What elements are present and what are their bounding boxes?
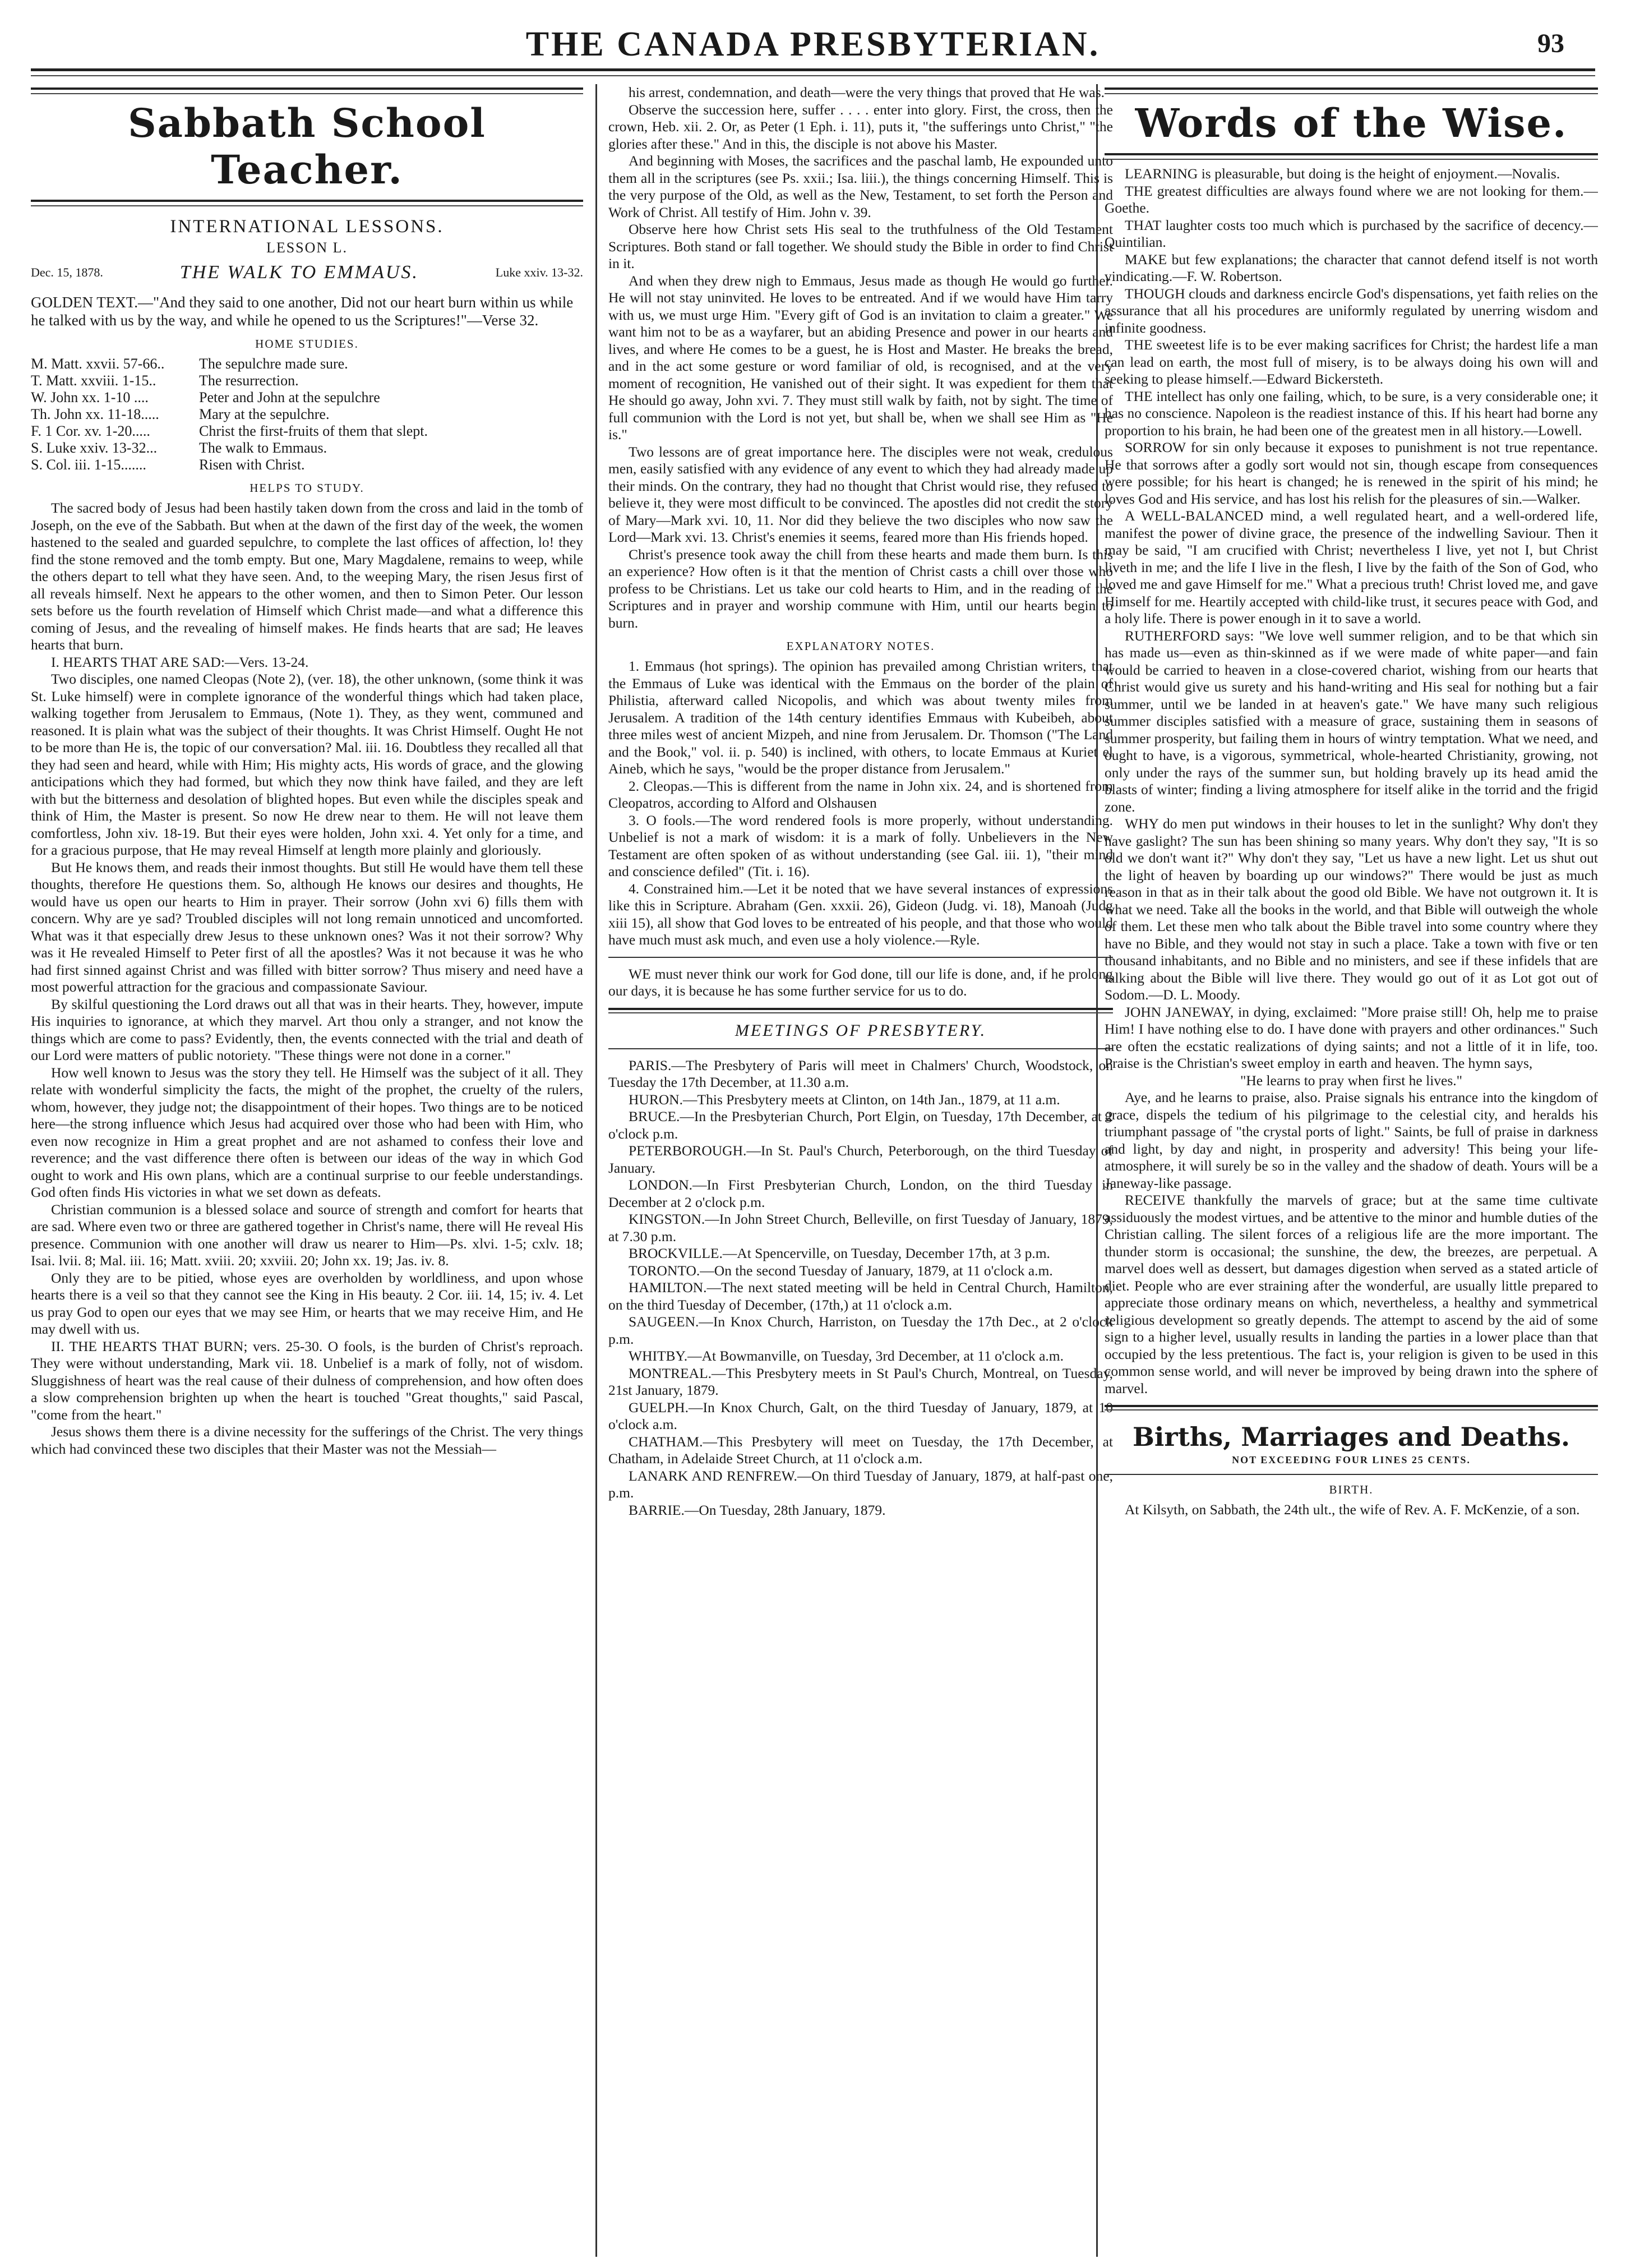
saying-paragraph: RECEIVE thankfully the marvels of grace; but at the same time cultivate assiduously the modest virtues, and be attentive to the minor and humble duties of the Christian calling. The silent forces of a religious life are the more important. The thunder storm is occasional; the sunshine, the dew, the breezes, are perpetual. A marvel does well as dessert, but damages digestion when served as a stated article of diet. People who are ever straining after the wonderful, are usually little prepared to appreciate those ordinary means on which, nevertheless, a healthy and symmetrical religious development so greatly depends. The attempt to ascend by the aid of some sign to a higher level, usually results in landing the parties in a lower place than that occupied by the less pretentious. The fact is, your religion is given to be used in this common sense world, and will never be improved by being drawn into the sphere of marvel.: [1105, 1192, 1598, 1396]
paragraph: The sacred body of Jesus had been hastily taken down from the cross and laid in the tomb of Joseph, on the eve of the Sabbath. But when at the dawn of the first day of the week, the women hastened to the sealed and guarded sepulchre, to complete the last offices of affection, lo! they find the stone removed and the tomb empty. But one, Mary Magdalene, remains to weep, while the others depart to tell what they have seen. And, to the weeping Mary, the risen Jesus first of all reveals himself. Next he appears to the other women, and then to Simon Peter. Our lesson sets before us the fourth revelation of Himself which Christ made—and what a difference this coming of Jesus, and the revealing of himself makes. He finds hearts that are sad; He leaves hearts that burn.: [31, 500, 583, 653]
lesson-body: [31, 500, 583, 1458]
meeting-notice: KINGSTON.—In John Street Church, Belleville, on first Tuesday of January, 1879, at 7.30 p.m.: [608, 1211, 1113, 1244]
lesson-number: LESSON L.: [266, 239, 348, 256]
divider: [608, 957, 1113, 958]
section-rule: [1105, 87, 1598, 94]
study-reference: T. Matt. xxviii. 1-15..: [31, 372, 156, 389]
saying-paragraph: THAT laughter costs too much which is purchased by the sacrifice of decency.—Quintilian.: [1105, 216, 1598, 250]
helps-heading: HELPS TO STUDY.: [250, 481, 364, 495]
meeting-notice: BARRIE.—On Tuesday, 28th January, 1879.: [629, 1501, 886, 1518]
meeting-notice: MONTREAL.—This Presbytery meets in St Paul's Church, Montreal, on Tuesday, 21st January, 1879.: [608, 1365, 1113, 1398]
divider: [1105, 1474, 1598, 1475]
saying-paragraph: Aye, and he learns to praise, also. Praise signals his entrance into the kingdom of grace, dispels the tedium of his pilgrimage to the celestial city, and heralds his triumphant passage of "the crystal ports of light." Saints, be full of praise in darkness and light, by day and night, in prosperity and adversity! This being your life-atmosphere, it will surely be so in the valley and the shadow of death. Yours will be a Janeway-like passage.: [1105, 1089, 1598, 1191]
section-title-words-of-wise: Words of the Wise.: [1135, 100, 1568, 146]
page-number: 93: [1537, 29, 1564, 58]
study-row: [31, 372, 583, 389]
meeting-notice: BRUCE.—In the Presbyterian Church, Port Elgin, on Tuesday, 17th December, at 2 o'clock p.m.: [608, 1108, 1113, 1142]
home-studies-list: [31, 356, 583, 473]
study-description: The resurrection.: [199, 372, 299, 389]
study-description: Peter and John at the sepulchre: [199, 389, 380, 405]
explanatory-note: 4. Constrained him.—Let it be noted that we have several instances of expressions like this in Scripture. Abraham (Gen. xxxii. 26), Gideon (Judg. vi. 18), Manoah (Judg xiii 15), all show that God loves to be entreated of his people, and that those who would have much must ask much, and even use a holy violence.—Ryle.: [608, 880, 1113, 948]
paragraph: I. HEARTS THAT ARE SAD:—Vers. 13-24.: [51, 653, 309, 670]
study-description: Christ the first-fruits of them that slept.: [199, 423, 428, 439]
meeting-notice: TORONTO.—On the second Tuesday of January, 1879, at 11 o'clock a.m.: [629, 1262, 1053, 1279]
section-rule: [31, 87, 583, 94]
words-of-wise-body-continued: [1105, 1089, 1598, 1397]
paragraph: II. THE HEARTS THAT BURN; vers. 25-30. O fools, is the burden of Christ's reproach. They were without understanding, Mark vii. 18. Unbelief is a mark of folly, not of wisdom. Sluggishness of heart was the real cause of their dulness of comprehension, and how often does a slow comprehension brighten up when the heart is touched "Great thoughts," said Pascal, "come from the heart.": [31, 1338, 583, 1423]
study-reference: M. Matt. xxvii. 57-66..: [31, 356, 165, 372]
paragraph: By skilful questioning the Lord draws out all that was in their hearts. They, however, impute His inquiries to ignorance, at which they marvel. Art thou only a stranger, and not know the things which are come to pass? Evidently, then, the events connected with the trial and death of our Lord were matters of public notoriety. "These things were not done in a corner.": [31, 995, 583, 1063]
study-row: [31, 356, 583, 372]
study-reference: S. Col. iii. 1-15.......: [31, 457, 146, 473]
section-title-sabbath-school: Sabbath School Teacher.: [128, 100, 486, 193]
study-reference: F. 1 Cor. xv. 1-20.....: [31, 423, 150, 439]
saying-paragraph: RUTHERFORD says: "We love well summer religion, and to be that which sin has made us—even as thin-skinned as if we were made of white paper—and fain would be carried to heaven in a close-covered chariot, wishing from our hearts that Christ would give us surety and his hand-writing and His seal for nothing but a fair summer, until we be landed in at heaven's gate." We have many such religious summer disciples satisfied with a measure of grace, sustaining them in seasons of summer prosperity, but failing them in hours of wintry temptation. What we need, and ought to have, is a vigorous, symmetrical, whole-hearted Christianity, growing, not only under the rays of the summer sun, but holding bravely up its head amid the blasts of winter; finding a living atmosphere for itself alike in the torrid and the frigid zone.: [1105, 627, 1598, 815]
paragraph: Christian communion is a blessed solace and source of strength and comfort for hearts that are sad. Where even two or three are gathered together in Christ's name, there will He reveal His presence. Communion with one another will draw us nearer to Him—Ps. xlvi. 1-5; cxlv. 18; Isai. lvii. 8; Mal. iii. 16; Matt. xviii. 20; xxviii. 20; John xx. 19; Jas. iv. 8.: [31, 1201, 583, 1269]
lesson-title-row: [31, 262, 583, 283]
masthead: [0, 22, 1626, 67]
column-sabbath-school: [31, 84, 583, 2257]
closing-note: WE must never think our work for God done, till our life is done, and, if he prolong our days, it is because he has some further service for us to do.: [608, 965, 1113, 999]
saying-paragraph: LEARNING is pleasurable, but doing is the height of enjoyment.—Novalis.: [1125, 165, 1560, 182]
explanatory-note: 2. Cleopas.—This is different from the name in John xix. 24, and is shortened from Cleopatros, according to Alford and Olshausen: [608, 777, 1113, 811]
explanatory-note: 3. O fools.—The word rendered fools is more properly, without understanding. Unbelief is not a mark of wisdom: it is a mark of folly. Unbelievers in the New Testament are often spoken of as without understanding (see Gal. iii. 1), "their mind and conscience defiled" (Tit. i. 16).: [608, 812, 1113, 879]
bmd-rate: NOT EXCEEDING FOUR LINES 25 CENTS.: [1232, 1454, 1471, 1465]
meetings-heading: MEETINGS OF PRESBYTERY.: [735, 1021, 987, 1040]
paragraph: And when they drew nigh to Emmaus, Jesus made as though He would go further. He will not stay uninvited. He loves to be entreated. And if we would have Him tarry with us, we must urge Him. "Every gift of God is an invitation to claim a greater." We want him not to be as a wayfarer, but an abiding Presence and power in our hearts and lives, and where He comes to be a guest, he is Host and Master. He breaks the bread, and in the act some gesture or word familiar of old, is recognised, and at the very moment of recognition, He vanished out of their sight. It was expedient for them that He should go away, John xvi. 7. They must still walk by faith, not by sight. The time of full communion with the Lord is not yet, but shall be, when we shall see Him as "He is.": [608, 272, 1113, 442]
study-reference: Th. John xx. 11-18.....: [31, 406, 159, 422]
newspaper-title: THE CANADA PRESBYTERIAN.: [525, 25, 1101, 63]
saying-paragraph: THE intellect has only one failing, which, to be sure, is a very considerable one; it has no conscience. Napoleon is the readiest instance of this. If his heart had borne any proportion to his brain, he had been one of the greatest men in all history.—Lowell.: [1105, 388, 1598, 439]
paragraph: Observe here how Christ sets His seal to the truthfulness of the Old Testament Scriptures. Both stand or fall together. We should study the Bible in order to find Christ in it.: [608, 221, 1113, 271]
explanatory-note: 1. Emmaus (hot springs). The opinion has prevailed among Christian writers, that the Emmaus of Luke was identical with the Emmaus on the border of the plain of Philistia, afterward called Nicopolis, and which was about twenty miles from Jerusalem. A tradition of the 14th century identifies Emmaus with Kubeibeh, about three miles west of ancient Mizpeh, and nine from Jerusalem. Dr. Thomson ("The Land and the Book," vol. ii. p. 540) is inclined, with others, to locate Emmaus at Kuriet el Aineb, which he says, "would be the proper distance from Jerusalem.": [608, 658, 1113, 777]
study-row: [31, 423, 583, 440]
column-divider: [595, 84, 597, 2257]
section-rule: [608, 1008, 1113, 1013]
study-row: [31, 457, 583, 473]
words-of-wise-body: [1105, 165, 1598, 1072]
column-lesson-continued: [608, 84, 1113, 2257]
meeting-notice: LANARK AND RENFREW.—On third Tuesday of January, 1879, at half-past one, p.m.: [608, 1467, 1113, 1501]
saying-paragraph: A WELL-BALANCED mind, a well regulated heart, and a well-ordered life, manifest the power of divine grace, the presence of the indwelling Saviour. Then it may be said, "I am crucified with Christ; nevertheless I live, yet not I, but Christ liveth in me; and the life I live in the flesh, I live by the faith of the Son of God, who loved me and gave Himself for me." What a precious truth! Christ loved me, and gave Himself for me. Heartily accepted with child-like trust, it secures peace with God, and a holy life. There is power enough in it to save a world.: [1105, 508, 1598, 626]
study-description: Mary at the sepulchre.: [199, 406, 330, 422]
column-words-of-wise: [1105, 84, 1598, 2257]
study-description: Risen with Christ.: [199, 457, 305, 473]
meeting-notice: CHATHAM.—This Presbytery will meet on Tuesday, the 17th December, at Chatham, in Adelaide Street Church, at 11 o'clock a.m.: [608, 1433, 1113, 1467]
meeting-notice: PARIS.—The Presbytery of Paris will meet in Chalmers' Church, Woodstock, on Tuesday the 17th December, at 11.30 a.m.: [608, 1057, 1113, 1090]
study-reference: S. Luke xxiv. 13-32...: [31, 440, 158, 456]
saying-paragraph: THE sweetest life is to be ever making sacrifices for Christ; the hardest life a man can lead on earth, the most full of misery, is to be always doing his own will and seeking to please himself.—Edward Bickersteth.: [1105, 336, 1598, 387]
meeting-notice: HAMILTON.—The next stated meeting will be held in Central Church, Hamilton, on the third Tuesday of December, (17th,) at 11 o'clock a.m.: [608, 1279, 1113, 1313]
lesson-body-continued: [608, 84, 1113, 631]
lesson-title: THE WALK TO EMMAUS.: [179, 262, 419, 283]
meeting-notice: SAUGEEN.—In Knox Church, Harriston, on Tuesday the 17th Dec., at 2 o'clock p.m.: [608, 1313, 1113, 1347]
meeting-notice: LONDON.—In First Presbyterian Church, London, on the third Tuesday in December at 2 o'clock p.m.: [608, 1177, 1113, 1210]
study-description: The sepulchre made sure.: [199, 356, 348, 372]
saying-paragraph: THE greatest difficulties are always found where we are not looking for them.—Goethe.: [1105, 182, 1598, 216]
hymn-line: "He learns to pray when first he lives.": [1240, 1072, 1463, 1089]
paragraph: And beginning with Moses, the sacrifices and the paschal lamb, He expounded unto them all in the scriptures (see Ps. xxii.; Isa. liii.), the things concerning Himself. This is the very purpose of the Old, as well as the New, Testament, to set forth the Person and Work of Christ. All testify of Him. John v. 39.: [608, 153, 1113, 220]
lesson-date: Dec. 15, 1878.: [31, 265, 103, 279]
paragraph: Only they are to be pitied, whose eyes are overholden by worldliness, and upon whose hearts there is a veil so that they cannot see the King in His beauty. 2 Cor. iii. 14, 15; iv. 4. Let us pray God to open our eyes that we may see Him, or hearts that we may receive Him, and He may dwell with us.: [31, 1269, 583, 1337]
paragraph: Jesus shows them there is a divine necessity for the sufferings of the Christ. The very things which had convinced these two disciples that their Master was not the Messiah—: [31, 1423, 583, 1457]
meeting-notice: GUELPH.—In Knox Church, Galt, on the third Tuesday of January, 1879, at 10 o'clock a.m.: [608, 1399, 1113, 1432]
paragraph: Two disciples, one named Cleopas (Note 2), (ver. 18), the other unknown, (some think it was St. Luke himself) were in complete ignorance of the wonderful things which had taken place, walking together from Jerusalem to Emmaus, (Note 1). They, as they went, communed and reasoned. It is plain what was the subject of their thoughts. It was Christ Himself. Ought He not to be more than He is, the topic of our conversation? Mal. iii. 16. Doubtless they recalled all that they had seen and heard, while with Him; His mighty acts, His words of grace, and the glowing anticipations which they had formed, but which they now think have failed, and they are left with but the bitterness and desolation of blighted hopes. But even while the disciples speak and think of Him, the Master is present. So now He drew near to them. He will not leave them comfortless, John xiv. 18-19. But their eyes were holden, John xxi. 4. Yet only for a time, and for a gracious purpose, that He may reveal Himself at length more plainly and gloriously.: [31, 671, 583, 858]
divider: [608, 1048, 1113, 1049]
explanatory-notes: [608, 658, 1113, 949]
meeting-notice: PETERBOROUGH.—In St. Paul's Church, Peterborough, on the third Tuesday of January.: [608, 1142, 1113, 1176]
home-studies-heading: HOME STUDIES.: [255, 337, 359, 351]
section-rule: [31, 200, 583, 206]
study-description: The walk to Emmaus.: [199, 440, 327, 456]
meeting-notice: HURON.—This Presbytery meets at Clinton, on 14th Jan., 1879, at 11 a.m.: [629, 1091, 1060, 1108]
paragraph: his arrest, condemnation, and death—were the very things that proved that He was.: [629, 84, 1105, 100]
paragraph: Two lessons are of great importance here. The disciples were not weak, credulous men, easily satisfied with any evidence of any event to which they had already made up their minds. On the contrary, they had no thought that Christ would rise, they refused to believe it, they were most difficult to be convinced. The apostles did not credit the story of Mary—Mark xvi. 10, 11. Nor did they believe the two disciples who now saw the Lord—Mark xvi. 13. Christ's enemies it seems, feared more than His friends hoped.: [608, 443, 1113, 545]
lesson-passage: Luke xxiv. 13-32.: [495, 265, 583, 279]
meetings-list: [608, 1057, 1113, 1519]
saying-paragraph: THOUGH clouds and darkness encircle God's dispensations, yet faith relies on the assurance that all his procedures are uniformly regulated by unerring wisdom and infinite goodness.: [1105, 285, 1598, 336]
saying-paragraph: MAKE but few explanations; the character that cannot defend itself is not worth vindicating.—F. W. Robertson.: [1105, 251, 1598, 284]
saying-paragraph: SORROW for sin only because it exposes to punishment is not true repentance. He that sorrows after a godly sort would not sin, though escape from consequences were possible; for his heart is changed; he is renewed in the spirit of his mind; he loves God and His service, and has lost his relish for the pleasures of sin.—Walker.: [1105, 439, 1598, 507]
saying-paragraph: WHY do men put windows in their houses to let in the sunlight? Why don't they have gaslight? The sun has been shining so many years. Why don't they say, "It is so old we don't want it?" Why don't they say, "Let us have a new light. Let us shut out the light of heaven by boarding up our windows?" There would be just as much reason in that as in their talk about the good old Bible. We have not outgrown it. It is what we need. Take all the books in the world, and that Bible will outweigh the whole of them. Let these men who talk about the Bible travel into some country where they have no Bible, and they would not stay in such a place. Take a town with five or ten thousand inhabitants, and no Bible and no ministers, and see if these infidels that are talking about the Bible will live there. They would go out of it as Lot got out of Sodom.—D. L. Moody.: [1105, 815, 1598, 1003]
section-rule: [1105, 153, 1598, 160]
meeting-notice: WHITBY.—At Bowmanville, on Tuesday, 3rd December, at 11 o'clock a.m.: [629, 1348, 1064, 1364]
golden-text: GOLDEN TEXT.—"And they said to one another, Did not our heart burn within us while he talked with us by the way, and while he opened to us the Scriptures!"—Verse 32.: [31, 294, 574, 329]
paragraph: Observe the succession here, suffer . . . . enter into glory. First, the cross, then the crown, Heb. xii. 2. Or, as Peter (1 Eph. i. 11), puts it, "the sufferings unto Christ," "the glories after these." And in this, the disciple is not above his Master.: [608, 101, 1113, 152]
study-row: [31, 406, 583, 423]
paragraph: Christ's presence took away the chill from these hearts and made them burn. Is this an experience? How often is it that the mention of Christ casts a chill over those who profess to be Christians. Let us take our cold hearts to Him, and in the reading of the Scriptures and in prayer and worship commune with Him, until our hearts begin to burn.: [608, 546, 1113, 631]
top-rule-thin: [31, 75, 1595, 76]
paragraph: How well known to Jesus was the story they tell. He Himself was the subject of it all. They relate with wonderful simplicity the facts, the might of the prophet, the cruelty of the rulers, whom, however, they judge not; the disappointment of their hopes. Two things are to be noticed here—the strong influence which Jesus had acquired over those who had been with Him, who even now recognize in Him a great prophet and are not ashamed to confess their love and reverence; and the vast difference there often is between our ideas of the way in which God ought to work and His own plans, which are a continual surprise to our feeble understandings. God often finds His victories in what we set down as defeats.: [31, 1064, 583, 1200]
paragraph: But He knows them, and reads their inmost thoughts. But still He would have them tell these thoughts, therefore He questions them. So, although He knows our desires and thoughts, He would have us open our hearts to Him in prayer. Their sorrow (John xvi 6) fills them with concern. Why are ye sad? Troubled disciples will not long remain unnoticed and uncomforted. What was it that especially drew Jesus to these unknown ones? Was it not their sorrow? Why was it He revealed Himself to Peter first of all the apostles? Was it not because it was he who had first sinned against Christ and was filled with bitter sorrow? Thus misery and need have a most powerful attraction for the gracious and compassionate Saviour.: [31, 859, 583, 995]
meeting-notice: BROCKVILLE.—At Spencerville, on Tuesday, December 17th, at 3 p.m.: [629, 1245, 1050, 1261]
top-rule: [31, 68, 1595, 71]
study-reference: W. John xx. 1-10 ....: [31, 389, 149, 405]
international-lessons-heading: INTERNATIONAL LESSONS.: [170, 216, 444, 237]
explanatory-notes-heading: EXPLANATORY NOTES.: [786, 639, 935, 653]
birth-notice: At Kilsyth, on Sabbath, the 24th ult., the wife of Rev. A. F. McKenzie, of a son.: [1125, 1501, 1580, 1518]
section-rule: [1105, 1405, 1598, 1410]
study-row: [31, 440, 583, 457]
study-row: [31, 389, 583, 406]
birth-heading: BIRTH.: [1329, 1483, 1374, 1496]
births-marriages-deaths-heading: Births, Marriages and Deaths.: [1132, 1422, 1570, 1452]
saying-paragraph: JOHN JANEWAY, in dying, exclaimed: "More praise still! Oh, help me to praise Him! I have nothing else to do. I have done with prayers and other ordinances." Such are often the ecstatic realizations of dying saints; and not a little of it in life, too. Praise is the Christian's sweet employ in earth and heaven. The hymn says,: [1105, 1003, 1598, 1071]
